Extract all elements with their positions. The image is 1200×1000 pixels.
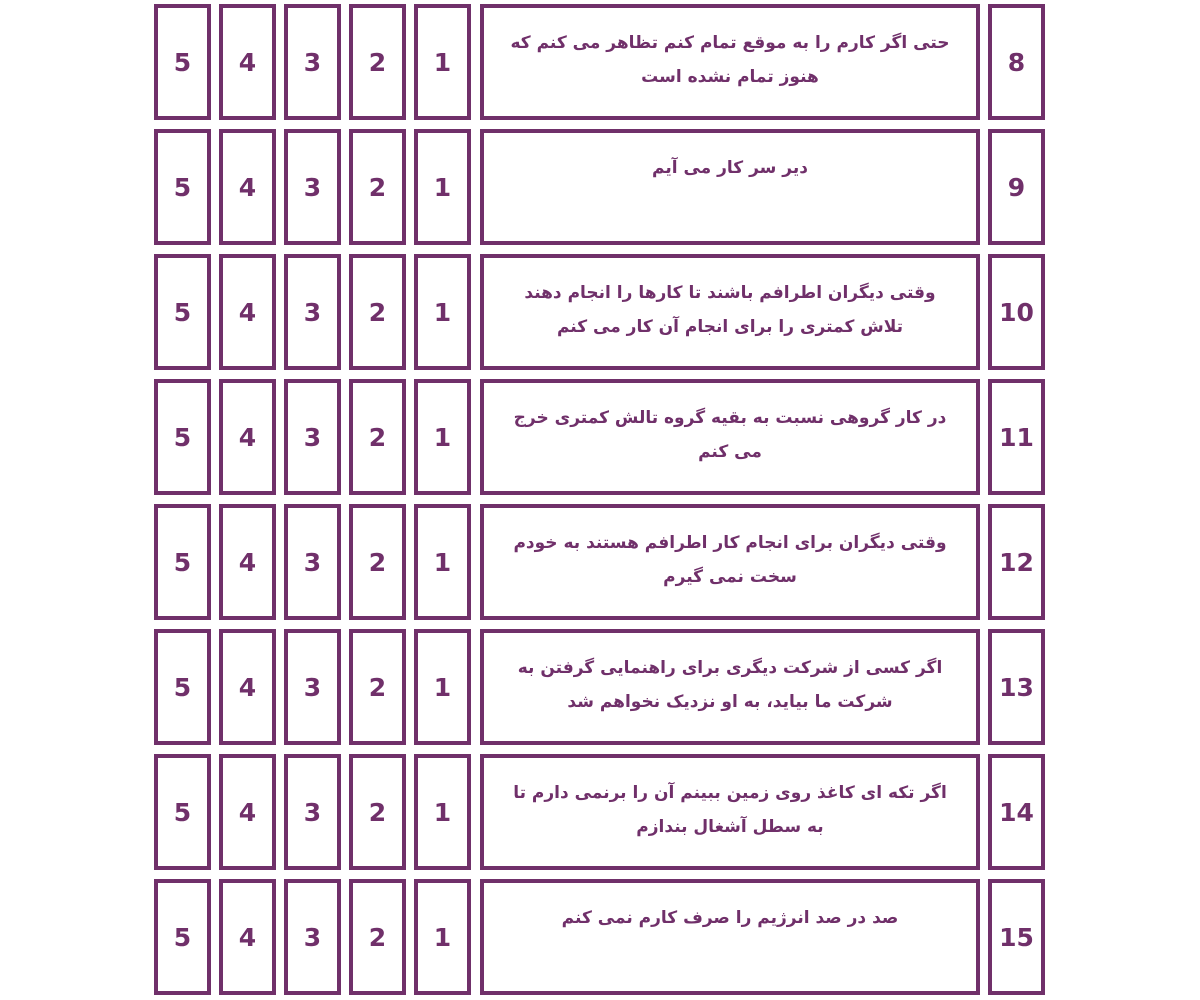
question-cell	[480, 629, 980, 745]
likert-option-1[interactable]: 1	[414, 129, 471, 245]
likert-option-2[interactable]: 2	[349, 754, 406, 870]
likert-option-4[interactable]: 4	[219, 254, 276, 370]
row-number: 9	[988, 129, 1045, 245]
question-cell	[480, 754, 980, 870]
likert-option-2[interactable]: 2	[349, 129, 406, 245]
row-number: 12	[988, 504, 1045, 620]
row-number: 14	[988, 754, 1045, 870]
question-text: وقتی دیگران برای انجام کار اطرافم هستند به خودم سخت نمی گیرم	[513, 533, 947, 587]
question-cell	[480, 129, 980, 245]
likert-option-3[interactable]: 3	[284, 129, 341, 245]
likert-option-5[interactable]: 5	[154, 629, 211, 745]
likert-option-5[interactable]: 5	[154, 754, 211, 870]
question-text: حتی اگر کارم را به موقع تمام کنم تظاهر می کنم که هنوز تمام نشده است	[510, 33, 950, 87]
likert-option-2[interactable]: 2	[349, 879, 406, 995]
likert-option-2[interactable]: 2	[349, 504, 406, 620]
likert-option-4[interactable]: 4	[219, 754, 276, 870]
likert-option-4[interactable]: 4	[219, 629, 276, 745]
likert-option-2[interactable]: 2	[349, 254, 406, 370]
row-number: 15	[988, 879, 1045, 995]
likert-option-1[interactable]: 1	[414, 254, 471, 370]
likert-option-3[interactable]: 3	[284, 754, 341, 870]
question-text: اگر کسی از شرکت دیگری برای راهنمایی گرفتن به شرکت ما بیاید، به او نزدیک نخواهم شد	[517, 658, 943, 712]
question-text: وقتی دیگران اطرافم باشند تا کارها را انجام دهند تلاش کمتری را برای انجام آن کار می کنم	[524, 283, 936, 337]
likert-option-1[interactable]: 1	[414, 629, 471, 745]
likert-option-1[interactable]: 1	[414, 4, 471, 120]
likert-option-1[interactable]: 1	[414, 379, 471, 495]
question-text: دیر سر کار می آیم	[652, 158, 808, 178]
likert-option-3[interactable]: 3	[284, 4, 341, 120]
likert-option-3[interactable]: 3	[284, 629, 341, 745]
likert-option-4[interactable]: 4	[219, 879, 276, 995]
question-cell	[480, 379, 980, 495]
likert-option-1[interactable]: 1	[414, 754, 471, 870]
question-text: اگر تکه ای کاغذ روی زمین ببینم آن را برنمی دارم تا به سطل آشغال بندازم	[513, 783, 947, 837]
row-number: 11	[988, 379, 1045, 495]
likert-option-5[interactable]: 5	[154, 504, 211, 620]
row-number: 10	[988, 254, 1045, 370]
question-cell	[480, 504, 980, 620]
likert-option-3[interactable]: 3	[284, 504, 341, 620]
likert-option-2[interactable]: 2	[349, 629, 406, 745]
question-cell	[480, 879, 980, 995]
row-number: 13	[988, 629, 1045, 745]
question-text: در کار گروهی نسبت به بقیه گروه تالش کمتری خرج می کنم	[513, 408, 947, 462]
likert-option-1[interactable]: 1	[414, 504, 471, 620]
likert-option-3[interactable]: 3	[284, 254, 341, 370]
question-cell	[480, 4, 980, 120]
likert-option-2[interactable]: 2	[349, 379, 406, 495]
likert-option-4[interactable]: 4	[219, 129, 276, 245]
likert-option-3[interactable]: 3	[284, 879, 341, 995]
question-cell	[480, 254, 980, 370]
likert-option-5[interactable]: 5	[154, 254, 211, 370]
question-text: صد در صد انرژیم را صرف کارم نمی کنم	[561, 908, 899, 928]
likert-option-2[interactable]: 2	[349, 4, 406, 120]
likert-option-1[interactable]: 1	[414, 879, 471, 995]
likert-option-4[interactable]: 4	[219, 4, 276, 120]
likert-option-4[interactable]: 4	[219, 379, 276, 495]
likert-option-5[interactable]: 5	[154, 129, 211, 245]
likert-option-5[interactable]: 5	[154, 4, 211, 120]
row-number: 8	[988, 4, 1045, 120]
likert-option-4[interactable]: 4	[219, 504, 276, 620]
likert-option-3[interactable]: 3	[284, 379, 341, 495]
likert-option-5[interactable]: 5	[154, 379, 211, 495]
likert-option-5[interactable]: 5	[154, 879, 211, 995]
